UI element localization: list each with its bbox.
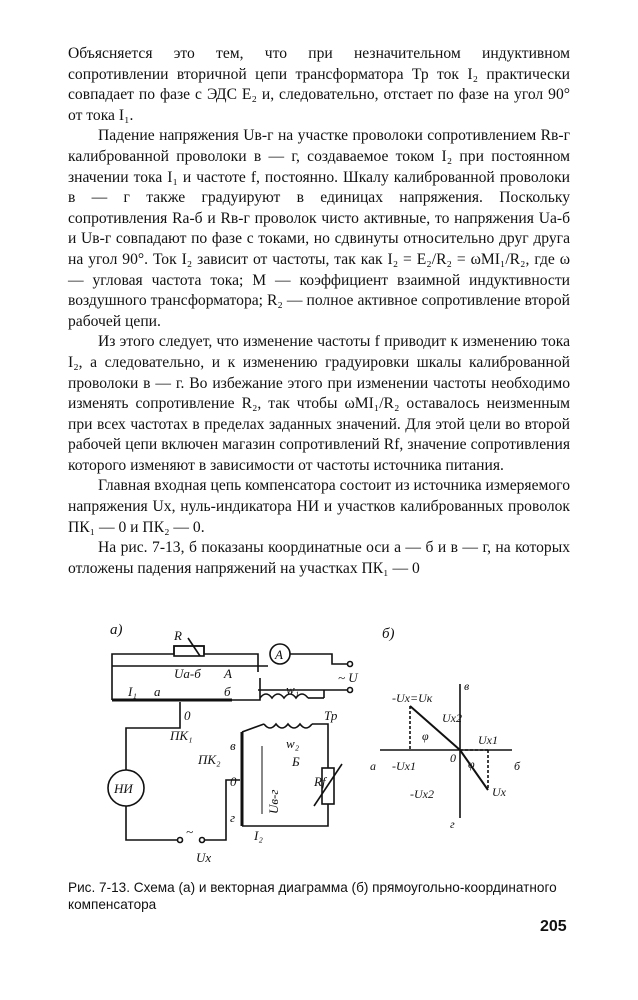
label-axis-a: а — [370, 759, 376, 773]
label-rf: Rf — [314, 774, 326, 789]
label-node-a: а — [154, 684, 161, 699]
label-node-A: А — [224, 666, 232, 681]
supply-terminal-bottom — [348, 688, 353, 693]
coil-w1 — [260, 694, 308, 698]
paragraph-1: Объясняется это тем, что при незначительном индуктивном сопротивлении вторичной цепи трансформатора Тр ток I₂ практически совпадает по фазе с ЭДС E₂ и, следовательно, отстает по фазе на угол 90° от тока I₁. — [68, 45, 570, 124]
label-r: R — [174, 628, 182, 643]
label-node-0-bottom: 0 — [230, 774, 237, 789]
label-axis-v: в — [464, 679, 470, 693]
vector-labels — [370, 626, 521, 831]
label-pk1: ПК₁ — [170, 728, 193, 743]
label-pk2: ПК₂ — [198, 752, 221, 767]
label-ni: НИ — [114, 781, 133, 796]
figure-7-13 — [92, 618, 562, 878]
label-i2: I₂ — [254, 828, 263, 843]
label-panel-a: а) — [110, 622, 123, 638]
label-ux-vec: Ux — [492, 785, 506, 799]
rail-to-supply — [290, 654, 348, 664]
label-minus-ux2: -Ux2 — [410, 787, 434, 801]
supply-terminal-top — [348, 662, 353, 667]
ux-terminal-left — [178, 838, 183, 843]
label-phi-top: φ — [422, 729, 429, 743]
circuit2-top — [242, 724, 264, 732]
label-node-0-top: 0 — [184, 708, 191, 723]
paragraph-5: На рис. 7-13, б показаны координатные оси а — б и в — г, на которых отложены падения напряжений на участках ПК₁ — 0 — [68, 539, 570, 577]
page-number: 205 — [540, 918, 567, 935]
body-text — [68, 44, 570, 579]
label-w2: w₂ — [286, 736, 300, 751]
label-node-v: в — [230, 738, 236, 753]
label-ux2: Ux2 — [442, 711, 462, 725]
label-node-B: Б — [292, 754, 300, 769]
coil-w2 — [264, 724, 312, 728]
figure-caption: Рис. 7-13. Схема (а) и векторная диаграмма (б) прямоугольно-координатного компенсатора — [68, 880, 557, 912]
label-panel-b: б) — [382, 626, 395, 642]
label-axis-g: г — [450, 817, 455, 831]
ux-terminal-right — [200, 838, 205, 843]
label-node-b: б — [224, 684, 231, 699]
label-origin: 0 — [450, 751, 456, 765]
paragraph-2: Падение напряжения Uв-г на участке проволоки сопротивлением Rв-г калиброванной проволоки в — г, создаваемое током I₂ при постоянном значении тока I₁ и частоте f, постоянно. Шкалу калиброванной проволоки в — г также градуируют в единицах напряжения. Поскольку сопротивления Rа-б и Rв-г проволок чисто активные, то напряжения Uа-б и Uв-г совпадают по фазе с токами, но сдвинуты относительно друг друга на угол 90°. Ток I₂ зависит от частоты, так как I₂ = E₂/R₂ = ωMI₁/R₂, где ω — угловая частота тока; M — коэффициент взаимной индуктивности воздушного трансформатора; R₂ — полное активное сопротивление второй рабочей цепи. — [68, 127, 570, 330]
ab-right — [232, 678, 260, 700]
label-source: ~ — [186, 824, 194, 839]
label-supply: ~ U — [338, 670, 358, 685]
label-u-vg: Uв-г — [266, 789, 281, 814]
figure-svg — [92, 618, 562, 878]
circuit2-bottom — [242, 804, 328, 826]
label-a-meter: A — [275, 647, 283, 662]
label-i1: I₁ — [128, 684, 137, 699]
label-ux: Ux — [196, 850, 212, 865]
label-minus-ux1: -Ux1 — [392, 759, 416, 773]
label-axis-b: б — [514, 759, 521, 773]
r-slider — [188, 638, 200, 656]
label-phi-bottom: φ — [468, 757, 475, 771]
label-node-g: г — [230, 810, 236, 825]
label-w1: w₁ — [286, 682, 300, 697]
label-ux1: Ux1 — [478, 733, 498, 747]
circuit2-right — [312, 724, 328, 768]
paragraph-3: Из этого следует, что изменение частоты f приводит к изменению тока I₂, а следовательно, и к изменению градуировки шкалы калиброванной проволоки в — г. Во избежание этого при изменении частоты необходимо изменять сопротивление R₂, так чтобы ωMI₁/R₂ оставалось неизменным при всех частотах в пределах заданных значений. Для этой цели во второй рабочей цепи включен магазин сопротивлений Rf, значение сопротивления которого изменяют в зависимости от частоты источника питания. — [68, 333, 570, 474]
ni-lead-bottom — [126, 806, 178, 840]
label-minus-ux-uk: -Ux=Uк — [392, 691, 433, 705]
label-tp: Тр — [324, 708, 338, 723]
schematic-labels — [110, 622, 359, 865]
label-u-ab: Uа-б — [174, 666, 201, 681]
paragraph-4: Главная входная цепь компенсатора состоит из источника измеряемого напряжения Ux, нуль-индикатора НИ и участков калиброванных проволок ПК₁ — 0 и ПК₂ — 0. — [68, 477, 570, 536]
